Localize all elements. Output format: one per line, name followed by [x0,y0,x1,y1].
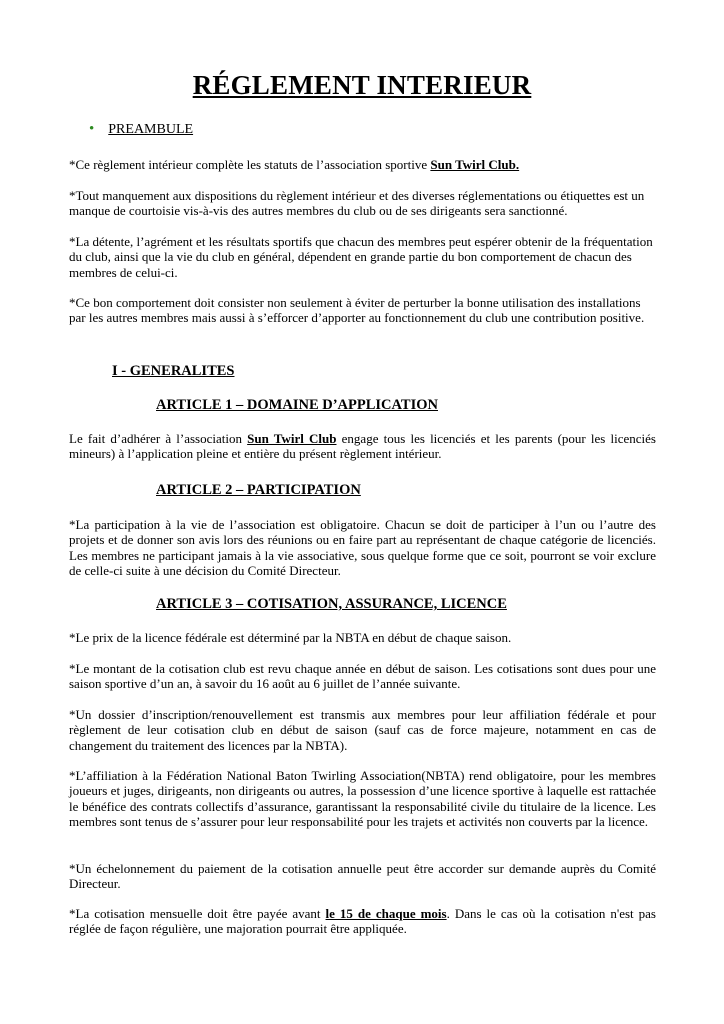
club-name: Sun Twirl Club [247,431,337,446]
article-3-p6-text-start: *La cotisation mensuelle doit être payée avant [69,906,326,921]
article-3-paragraph-1: *Le prix de la licence fédérale est déterminé par la NBTA en début de chaque saison. [69,630,512,645]
preambule-heading: PREAMBULE [108,122,194,137]
club-name: Sun Twirl Club. [430,157,520,172]
preambule-p1-text: *Ce règlement intérieur complète les statuts de l’association sportive [69,157,431,172]
article-3-paragraph-2: *Le montant de la cotisation club est revu chaque année en début de saison. Les cotisations sont dues pour une saison sportive d’un an, à savoir du 16 août au 6 juillet de l’année suivante. [69,661,656,692]
preambule-paragraph-4: *Ce bon comportement doit consister non seulement à éviter de perturber la bonne utilisation des installations par les autres membres mais aussi à s’efforcer d’apporter au fonctionnement du club une contribution positive. [69,295,645,326]
article-1-text-end: engage tous les licenciés et les parents (pour les licenciés mineurs) à l’application pleine et entière du présent règlement intérieur. [69,431,656,462]
payment-deadline: le 15 de chaque mois [325,906,447,921]
article-3-p6-text-end: . Dans le cas où la cotisation n'est pas réglée de façon régulière, une majoration pourrait être appliquée. [69,906,656,937]
article-3-paragraph-6 [69,906,656,937]
preambule-paragraph-3: *La détente, l’agrément et les résultats sportifs que chacun des membres peut espérer obtenir de la fréquentation du club, ainsi que la vie du club en général, dépendent en grande partie du bon comportement de chacun des membres de celui-ci. [69,234,653,280]
page-title: RÉGLEMENT INTERIEUR [192,70,532,100]
preambule-bullet [89,121,193,138]
article-3-heading: ARTICLE 3 – COTISATION, ASSURANCE, LICENCE [156,596,507,612]
bullet-icon: • [89,121,95,137]
section-generalites-heading: I - GENERALITES [112,363,235,379]
preambule-paragraph-1 [69,157,656,172]
article-1-text-start: Le fait d’adhérer à l’association [69,431,248,446]
article-2-paragraph: *La participation à la vie de l’association est obligatoire. Chacun se doit de participer à l’un ou l’autre des projets et de donner son avis lors des réunions ou en faire part au représentant de chaque catégorie de licenciés. Les membres ne participant jamais à la vie associative, sous quelque forme que ce soit, pourront se voir exclure de celle-ci suite à une décision du Comité Directeur. [69,517,656,578]
article-1-paragraph [69,431,656,462]
article-2-heading: ARTICLE 2 – PARTICIPATION [156,482,361,498]
article-1-heading: ARTICLE 1 – DOMAINE D’APPLICATION [156,397,438,413]
preambule-paragraph-2: *Tout manquement aux dispositions du règlement intérieur et des diverses réglementations ou étiquettes est un manque de courtoisie vis-à-vis des autres membres du club ou de ses dirigeants sera sanctionné. [69,188,645,219]
article-3-paragraph-3: *Un dossier d’inscription/renouvellement est transmis aux membres pour leur affiliation fédérale et pour règlement de leur cotisation club en début de saison (sauf cas de force majeure, notamment en cas de changement du traitement des licences par la NBTA). [69,707,656,753]
article-3-paragraph-4: *L’affiliation à la Fédération National Baton Twirling Association(NBTA) rend obligatoire, pour les membres joueurs et juges, dirigeants, non dirigeants ou autres, la possession d’une licence sportive à laquelle est rattachée le bénéfice des contrats collectifs d’assurance, garantissant la responsabilité civile du titulaire de la licence. Les membres sont tenus de s’assurer pour leur responsabilité pour les trajets et activités non couverts par la licence. [69,768,656,829]
article-3-paragraph-5: *Un échelonnement du paiement de la cotisation annuelle peut être accorder sur demande auprès du Comité Directeur. [69,861,656,892]
